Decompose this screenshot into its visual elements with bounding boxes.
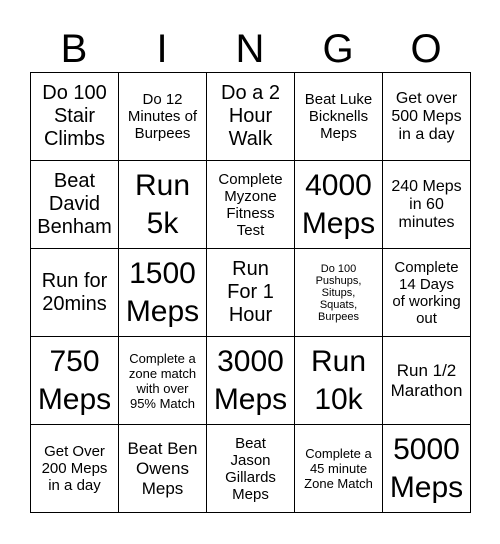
bingo-cell[interactable]	[31, 337, 119, 425]
header-letter-i: I	[156, 27, 168, 71]
cell-text: 1500 Meps	[125, 257, 200, 328]
bingo-cell[interactable]	[31, 249, 119, 337]
header-letter-n: N	[235, 27, 265, 71]
cell-text: Run 5k	[134, 169, 191, 240]
cell-text: Complete Myzone Fitness Test	[218, 170, 283, 239]
cell-text: Run for 20mins	[41, 269, 108, 315]
cell-text: 750 Meps	[37, 345, 112, 416]
bingo-cell[interactable]	[119, 249, 207, 337]
cell-text: 4000 Meps	[301, 169, 376, 240]
cell-text: Complete 14 Days of working out	[392, 258, 461, 327]
bingo-grid	[30, 72, 471, 513]
bingo-cell[interactable]	[295, 161, 383, 249]
bingo-cell[interactable]	[119, 425, 207, 513]
header-letter-g: G	[322, 27, 354, 71]
cell-text: Get over 500 Meps in a day	[391, 89, 462, 143]
bingo-cell[interactable]	[31, 425, 119, 513]
bingo-cell[interactable]	[383, 161, 471, 249]
cell-text: Beat David Benham	[37, 170, 112, 238]
bingo-cell[interactable]	[295, 249, 383, 337]
cell-text: Beat Ben Owens Meps	[127, 438, 198, 498]
header-letter-b: B	[60, 27, 88, 71]
bingo-cell[interactable]	[207, 73, 295, 161]
cell-text: Complete a zone match with over 95% Match	[128, 350, 197, 411]
cell-text: Run For 1 Hour	[227, 258, 274, 326]
bingo-cell[interactable]	[119, 337, 207, 425]
cell-text: 3000 Meps	[213, 345, 288, 416]
cell-text: Do 100 Pushups, Situps, Squats, Burpees	[315, 262, 362, 323]
cell-text: Beat Luke Bicknells Meps	[304, 91, 373, 142]
bingo-cell[interactable]	[207, 425, 295, 513]
bingo-cell[interactable]	[31, 73, 119, 161]
header-letter-o: O	[410, 27, 442, 71]
bingo-header	[30, 22, 471, 72]
bingo-cell[interactable]	[383, 73, 471, 161]
cell-text: Do 100 Stair Climbs	[42, 82, 107, 150]
bingo-cell[interactable]	[207, 161, 295, 249]
bingo-cell[interactable]	[119, 161, 207, 249]
bingo-cell[interactable]	[295, 73, 383, 161]
cell-text: Do 12 Minutes of Burpees	[127, 91, 198, 142]
bingo-cell[interactable]	[295, 337, 383, 425]
cell-text: Get Over 200 Meps in a day	[41, 443, 108, 494]
cell-text: 240 Meps in 60 minutes	[391, 177, 462, 231]
cell-text: Run 1/2 Marathon	[390, 360, 463, 400]
bingo-cell[interactable]	[383, 249, 471, 337]
cell-text: Complete a 45 minute Zone Match	[304, 446, 373, 491]
bingo-cell[interactable]	[207, 337, 295, 425]
bingo-cell[interactable]	[383, 425, 471, 513]
cell-text: Beat Jason Gillards Meps	[225, 434, 276, 503]
bingo-cell[interactable]	[207, 249, 295, 337]
bingo-cell[interactable]	[119, 73, 207, 161]
cell-text: 5000 Meps	[389, 433, 464, 504]
cell-text: Do a 2 Hour Walk	[221, 82, 280, 150]
bingo-cell[interactable]	[383, 337, 471, 425]
bingo-cell[interactable]	[31, 161, 119, 249]
cell-text: Run 10k	[310, 345, 367, 416]
bingo-cell[interactable]	[295, 425, 383, 513]
